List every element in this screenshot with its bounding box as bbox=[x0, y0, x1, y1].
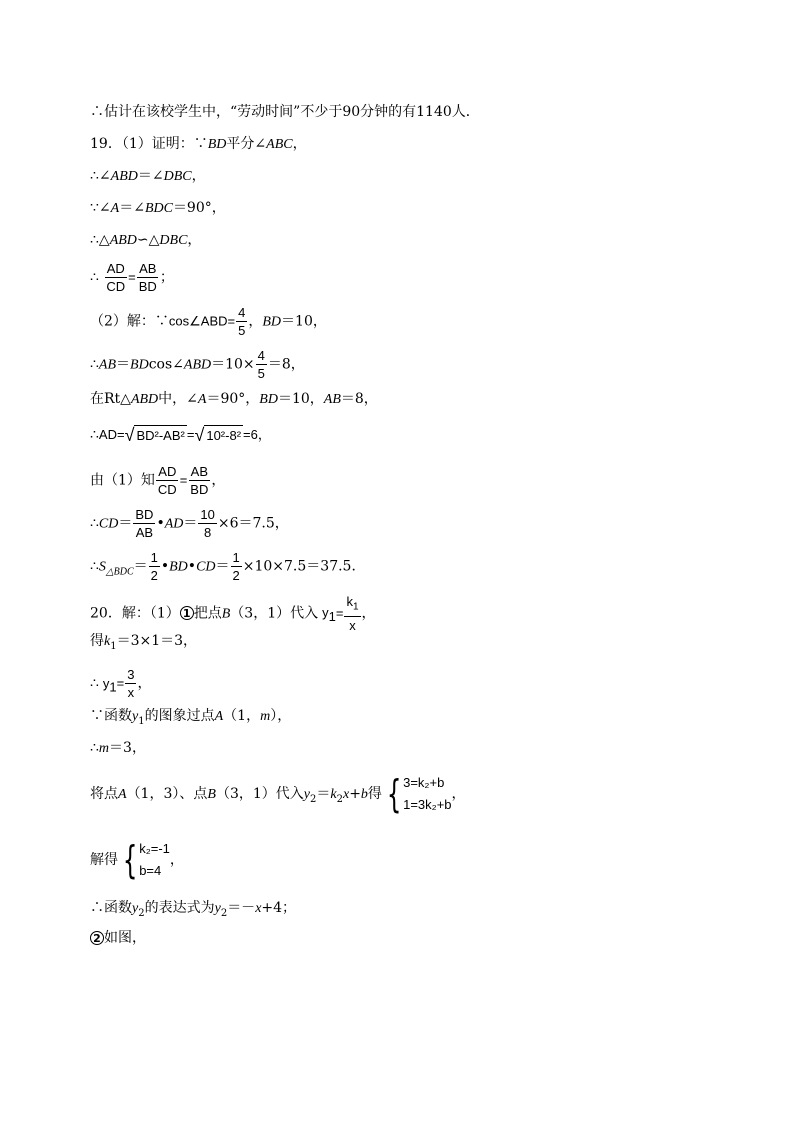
var: y bbox=[214, 901, 221, 916]
var: x bbox=[342, 787, 350, 802]
text: ＝3×1＝3， bbox=[116, 633, 198, 649]
text: ∴∠ bbox=[90, 168, 111, 184]
var: A bbox=[214, 709, 224, 724]
var: AD bbox=[164, 516, 184, 532]
math: =6， bbox=[243, 427, 271, 442]
text: （1， bbox=[223, 708, 261, 724]
denominator: AB bbox=[135, 525, 154, 540]
circled-number: 2 bbox=[90, 931, 104, 945]
text: ＝ bbox=[183, 515, 198, 532]
text: ∴ bbox=[90, 558, 99, 575]
denominator: CD bbox=[157, 482, 177, 497]
equals: = bbox=[186, 427, 195, 442]
text-line bbox=[90, 348, 305, 381]
text: ∴ bbox=[90, 269, 99, 286]
text: ＝10× bbox=[211, 356, 255, 373]
fraction bbox=[256, 348, 267, 381]
text: ＝10， bbox=[277, 391, 324, 407]
equation-system: { k₂=-1 b=4 bbox=[122, 838, 170, 882]
var: ABD bbox=[183, 357, 212, 373]
text-line bbox=[90, 772, 466, 816]
numerator: 1 bbox=[232, 550, 240, 565]
text-line bbox=[90, 633, 197, 655]
var: CD bbox=[196, 559, 216, 575]
text: 由（1）知 bbox=[90, 472, 155, 489]
subscript: 2 bbox=[310, 793, 317, 805]
text-line bbox=[90, 391, 378, 408]
text: 把点 bbox=[193, 605, 222, 622]
subscript: 2 bbox=[138, 907, 145, 919]
k: k bbox=[346, 594, 353, 609]
text: + bbox=[349, 786, 361, 802]
text: ×6＝7.5， bbox=[217, 515, 289, 532]
var: ABD bbox=[110, 169, 138, 184]
text: ＝ bbox=[215, 558, 230, 575]
denominator: CD bbox=[106, 279, 126, 294]
text-line bbox=[90, 104, 480, 120]
var: A bbox=[118, 787, 127, 802]
text: ∴函数 bbox=[90, 900, 132, 916]
equation-row: 3=k₂+b bbox=[403, 775, 445, 790]
math: cos∠ABD= bbox=[168, 313, 236, 329]
var: B bbox=[207, 787, 216, 802]
text-line bbox=[90, 930, 146, 946]
var: b bbox=[360, 787, 368, 802]
var: BD bbox=[130, 357, 149, 373]
var: y bbox=[303, 787, 310, 802]
var: A bbox=[110, 201, 120, 216]
equation-system: { 3=k₂+b 1=3k₂+b bbox=[386, 772, 452, 816]
text: ， bbox=[211, 472, 226, 489]
denominator: 8 bbox=[203, 525, 212, 540]
equals: = bbox=[116, 675, 125, 691]
text: （3，1）代入 bbox=[215, 786, 304, 802]
equals: = bbox=[335, 605, 344, 621]
subscript: 1 bbox=[109, 679, 117, 695]
text: ＝8， bbox=[267, 356, 305, 373]
text: ∽△ bbox=[136, 232, 160, 248]
numerator: AB bbox=[139, 261, 157, 276]
numerator: AD bbox=[106, 261, 125, 276]
text-line bbox=[90, 667, 151, 700]
fraction bbox=[236, 305, 247, 338]
var: BDC bbox=[144, 201, 173, 216]
var: k bbox=[330, 787, 337, 802]
fraction bbox=[344, 594, 360, 633]
fraction bbox=[188, 464, 210, 497]
text: 如图， bbox=[104, 930, 146, 946]
var: ABC bbox=[266, 137, 293, 152]
text: （1，3）、点 bbox=[126, 786, 208, 802]
equals: = bbox=[128, 269, 136, 285]
text: ∴ bbox=[90, 427, 99, 443]
text: • bbox=[156, 515, 165, 532]
denominator: BD bbox=[190, 482, 209, 497]
conclusion-text: ∴估计在该校学生中，“劳动时间”不少于90分钟的有1140人． bbox=[90, 104, 480, 120]
text: ＝ bbox=[116, 356, 131, 373]
sqrt: √ 10²-8² bbox=[194, 425, 242, 445]
var: DBC bbox=[159, 233, 188, 248]
text: 中，∠ bbox=[158, 391, 198, 407]
numerator: AD bbox=[158, 464, 177, 479]
subscript: △BDC bbox=[105, 566, 134, 578]
numerator: 4 bbox=[257, 348, 265, 363]
text-line bbox=[90, 838, 184, 882]
text: 在Rt△ bbox=[90, 391, 131, 407]
text: 得 bbox=[367, 786, 382, 802]
subscript: 2 bbox=[220, 907, 228, 919]
text: ， bbox=[187, 232, 202, 248]
var: BD bbox=[259, 392, 278, 407]
text: （2）解：∵ bbox=[90, 313, 169, 330]
radicand: BD²-AB² bbox=[134, 425, 186, 445]
circled-number: 1 bbox=[180, 606, 194, 620]
text: 的图象过点 bbox=[144, 708, 215, 724]
text-line bbox=[90, 168, 206, 185]
fraction bbox=[156, 464, 179, 497]
var: BD bbox=[169, 559, 188, 575]
numerator: 1 bbox=[150, 550, 158, 565]
equals: = bbox=[179, 472, 188, 488]
text: 20．解：（1） bbox=[90, 605, 180, 622]
var: BD bbox=[262, 314, 282, 330]
text: ∴ bbox=[90, 515, 99, 532]
problem-19-heading bbox=[90, 136, 307, 153]
denominator: 5 bbox=[257, 366, 265, 381]
text: ＝90°， bbox=[172, 200, 226, 216]
equation-row: k₂=-1 bbox=[139, 841, 170, 856]
text: ＝90°， bbox=[206, 391, 260, 407]
text-line bbox=[90, 200, 226, 217]
text: 的表达式为 bbox=[144, 900, 215, 916]
text: • bbox=[187, 558, 197, 575]
fraction bbox=[133, 507, 155, 540]
text-line bbox=[90, 305, 327, 338]
subscript: 1 bbox=[110, 640, 117, 652]
text: ＝∠ bbox=[137, 168, 164, 184]
denominator: 2 bbox=[232, 568, 240, 583]
text-line bbox=[90, 507, 289, 540]
text-line bbox=[90, 900, 296, 922]
fraction bbox=[198, 507, 216, 540]
var: B bbox=[221, 606, 231, 622]
subscript: 1 bbox=[138, 715, 145, 727]
text-line bbox=[90, 550, 365, 583]
denominator: BD bbox=[138, 279, 157, 294]
text: • bbox=[160, 558, 170, 575]
var: BD bbox=[207, 137, 227, 152]
text: ＝－ bbox=[227, 900, 256, 916]
text: ， bbox=[137, 675, 152, 692]
var: m bbox=[260, 709, 271, 724]
numerator: BD bbox=[135, 507, 154, 522]
fraction bbox=[231, 550, 242, 583]
text: ； bbox=[159, 269, 174, 286]
sqrt: √ BD²-AB² bbox=[124, 425, 185, 445]
text: 将点 bbox=[90, 786, 118, 802]
var: m bbox=[98, 741, 110, 756]
text: ∵∠ bbox=[90, 200, 111, 216]
var: k bbox=[104, 634, 111, 649]
text: ， bbox=[191, 168, 206, 184]
text: ， bbox=[451, 786, 466, 802]
var: AB bbox=[98, 357, 117, 373]
text: ＝3， bbox=[109, 740, 146, 756]
math: y bbox=[102, 675, 110, 691]
text: 平分∠ bbox=[226, 136, 267, 152]
subscript: 1 bbox=[352, 601, 359, 613]
subscript: 1 bbox=[328, 609, 336, 625]
text: 解得 bbox=[90, 852, 118, 868]
denominator: 2 bbox=[150, 568, 158, 583]
subscript: 2 bbox=[336, 793, 343, 805]
text: ＝∠ bbox=[119, 200, 145, 216]
text: ， bbox=[361, 605, 376, 622]
text: +4； bbox=[261, 900, 297, 916]
text: ×10×7.5＝37.5． bbox=[242, 558, 366, 575]
fraction bbox=[104, 261, 127, 294]
denominator: x bbox=[349, 617, 356, 633]
radicand: 10²-8² bbox=[204, 425, 243, 445]
text: ， bbox=[292, 136, 307, 152]
var: CD bbox=[98, 516, 119, 532]
text: ＝8， bbox=[340, 391, 378, 407]
equation-row: 1=3k₂+b bbox=[403, 797, 452, 812]
text: ∴ bbox=[90, 740, 99, 756]
text-line bbox=[90, 232, 201, 249]
text-line bbox=[90, 740, 146, 757]
text-line bbox=[90, 261, 174, 294]
fraction bbox=[137, 261, 159, 294]
var: S bbox=[98, 559, 106, 575]
numerator: AB bbox=[190, 464, 208, 479]
text: ）， bbox=[270, 708, 292, 724]
numerator: 3 bbox=[127, 667, 135, 682]
text: （3，1）代入 bbox=[230, 605, 319, 622]
math: AD= bbox=[98, 427, 125, 442]
text: ∴ bbox=[90, 356, 99, 373]
text-line bbox=[90, 464, 225, 497]
text: ∴△ bbox=[90, 232, 110, 248]
var: A bbox=[197, 392, 207, 407]
text-line bbox=[90, 425, 271, 445]
text: ＝ bbox=[118, 515, 133, 532]
denominator: x bbox=[127, 685, 135, 700]
text: ＝ bbox=[316, 786, 331, 802]
text: ＝10， bbox=[281, 313, 327, 330]
text: ＝ bbox=[133, 558, 148, 575]
var: AB bbox=[323, 392, 341, 407]
text: 19．（1）证明：∵ bbox=[90, 136, 208, 152]
fraction bbox=[125, 667, 136, 700]
numerator: 10 bbox=[200, 507, 215, 522]
var: ABD bbox=[109, 233, 137, 248]
text: cos∠ bbox=[148, 356, 184, 373]
numerator: 4 bbox=[238, 305, 246, 320]
numerator bbox=[344, 594, 360, 617]
text: ， bbox=[248, 313, 263, 330]
text: ∴ bbox=[90, 675, 99, 692]
problem-20-heading bbox=[90, 594, 376, 633]
var: ABD bbox=[130, 392, 159, 407]
var: y bbox=[132, 709, 139, 724]
var: y bbox=[132, 901, 139, 916]
var: x bbox=[255, 901, 262, 916]
text: ， bbox=[169, 852, 184, 868]
var: DBC bbox=[163, 169, 192, 184]
fraction bbox=[149, 550, 160, 583]
equation-row: b=4 bbox=[139, 863, 162, 878]
text-line bbox=[90, 708, 291, 730]
denominator: 5 bbox=[238, 323, 246, 338]
math: y bbox=[322, 605, 329, 621]
text: 得 bbox=[90, 633, 104, 649]
text: ∵函数 bbox=[90, 708, 132, 724]
